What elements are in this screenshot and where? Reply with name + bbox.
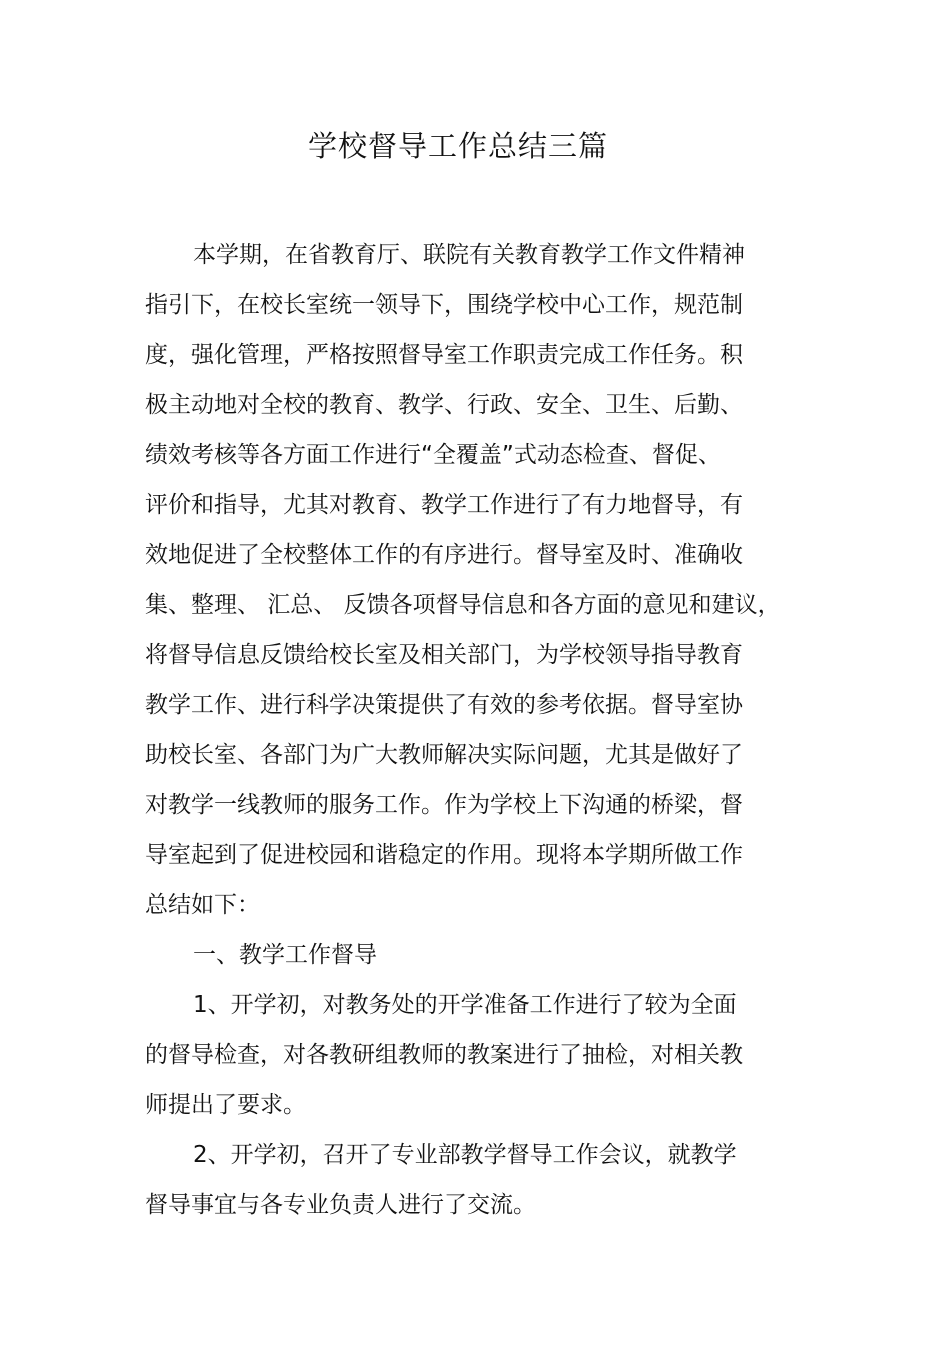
section-heading: 一、教学工作督导 (193, 942, 377, 968)
body-line: 教学工作、进行科学决策提供了有效的参考依据。督导室协 (145, 692, 743, 718)
body-line: 评价和指导，尤其对教育、教学工作进行了有力地督导，有 (145, 492, 743, 518)
body-line: 助校长室、各部门为广大教师解决实际问题，尤其是做好了 (145, 742, 743, 768)
body-line: 绩效考核等各方面工作进行“全覆盖”式动态检查、督促、 (145, 442, 721, 468)
document-title: 学校督导工作总结三篇 (307, 129, 608, 163)
body-line: 督导事宜与各专业负责人进行了交流。 (145, 1192, 536, 1218)
body-line: 集、整理、 汇总、 反馈各项督导信息和各方面的意见和建议， (145, 592, 781, 618)
body-line: 度，强化管理，严格按照督导室工作职责完成工作任务。积 (145, 342, 743, 368)
body-line: 1、开学初，对教务处的开学准备工作进行了较为全面 (193, 992, 737, 1018)
body-line: 本学期，在省教育厅、联院有关教育教学工作文件精神 (193, 242, 745, 268)
body-line: 指引下，在校长室统一领导下，围绕学校中心工作，规范制 (145, 292, 743, 318)
body-line: 效地促进了全校整体工作的有序进行。督导室及时、准确收 (145, 542, 743, 568)
body-line: 2、开学初，召开了专业部教学督导工作会议，就教学 (193, 1142, 737, 1168)
body-line: 导室起到了促进校园和谐稳定的作用。现将本学期所做工作 (145, 842, 743, 868)
body-line: 将督导信息反馈给校长室及相关部门，为学校领导指导教育 (145, 642, 743, 668)
body-line: 极主动地对全校的教育、教学、行政、安全、卫生、后勤、 (145, 392, 743, 418)
body-line: 的督导检查，对各教研组教师的教案进行了抽检，对相关教 (145, 1042, 743, 1068)
body-line: 总结如下： (145, 892, 260, 918)
body-line: 师提出了要求。 (145, 1092, 306, 1118)
body-line: 对教学一线教师的服务工作。作为学校上下沟通的桥梁，督 (145, 792, 743, 818)
